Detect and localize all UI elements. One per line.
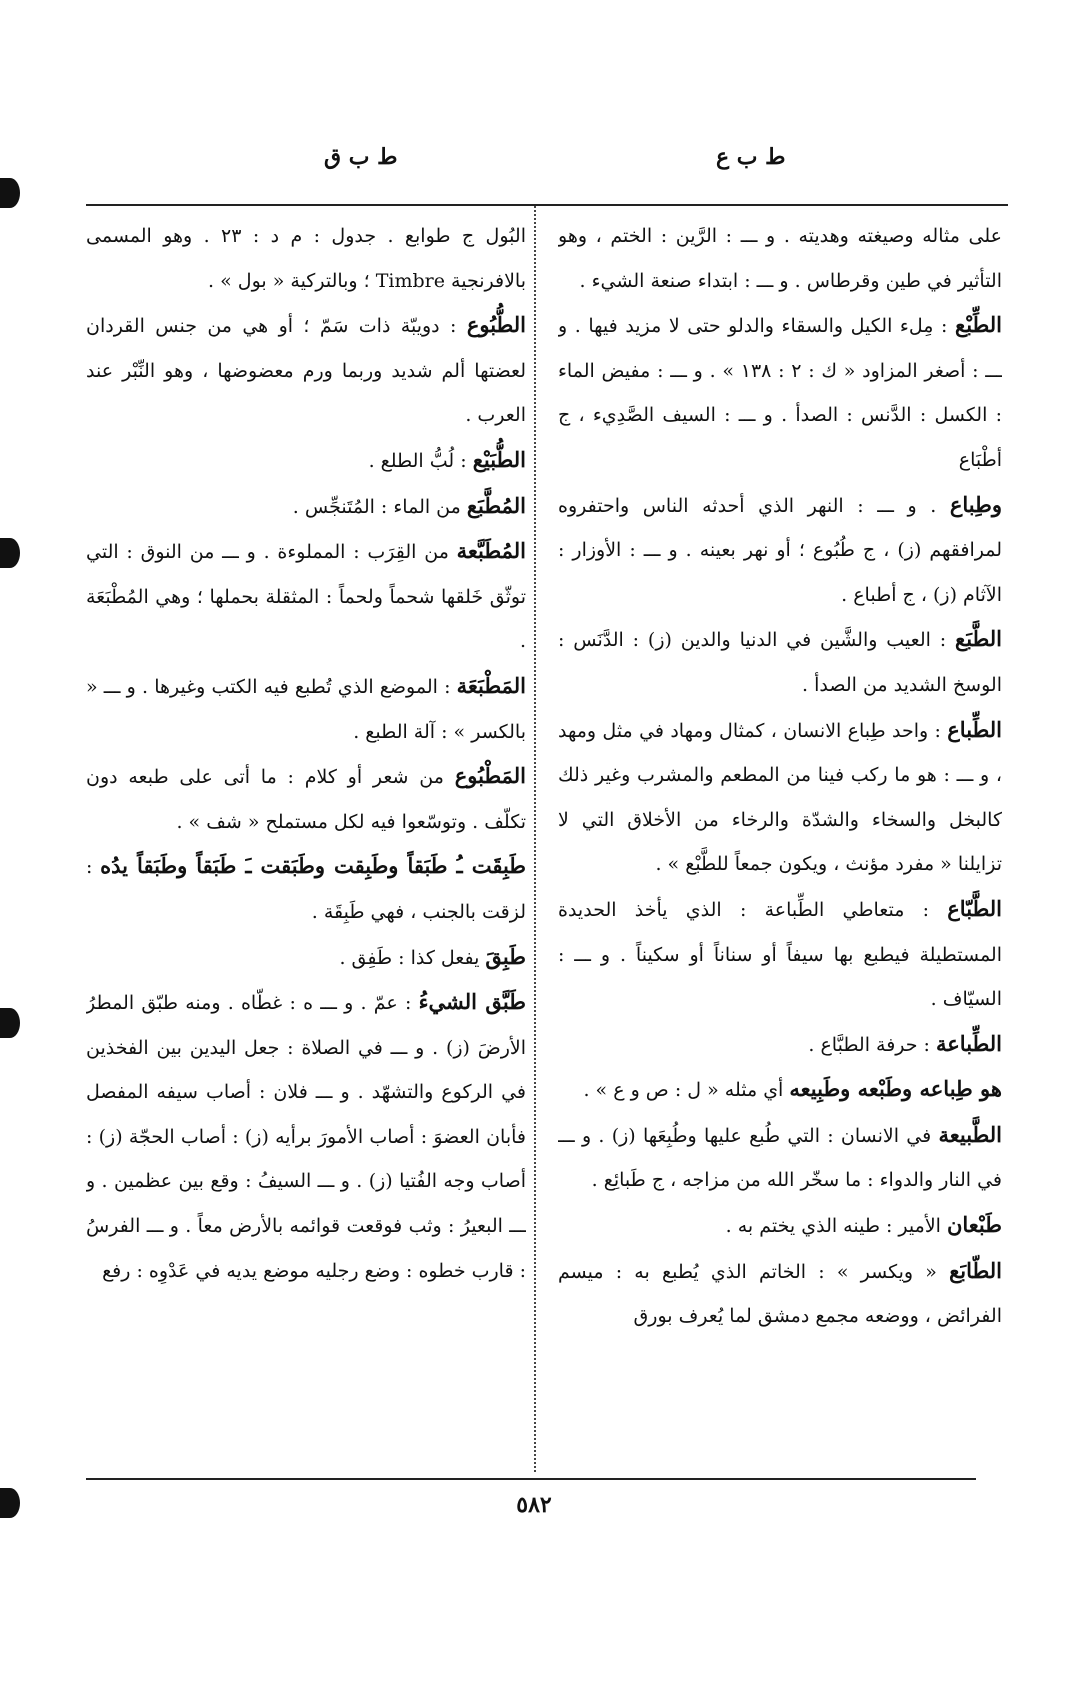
entry-headword: الطِّباع <box>947 716 1002 742</box>
entry-headword: الطَّبّاع <box>947 895 1002 921</box>
scan-edge-mark <box>0 1008 20 1038</box>
entry-headword: الطِّبْع <box>955 312 1002 338</box>
entry-definition: : عمّ . و ـــ ه : غطّاه . ومنه طبّق المطرُ الأرضَ (ز) . و ـــ في الصلاة : جعل اليدين بين الفخذين في الركوع والتشهّد . و ـــ فلان : أصاب سيفه المفصل فأبان العضوَ : أصاب الأمورَ برأيه (ز) : أصاب الحجّة (ز) : أصاب وجه الفُتيا (ز) . و ـــ السيفُ : وقع بين عظمين . و ـــ البعيرُ : وثب فوقعت قوائمه بالأرض معاً . و ـــ الفرسُ : قارب خطوه : وضع رجليه موضع يديه في عَدْوِه : رفع <box>86 992 526 1282</box>
dictionary-entry <box>558 1113 1002 1203</box>
entry-definition: : مِلء الكيل والسقاء والدلو حتى لا مزيد فيها . و ـــ : أصغر المزاود « ك : ٢ : ١٣٨ » . و ـــ : مفيض الماء : الكسل : الدَّنس : الصدأ . و ـــ : السيف الصَّدِيء ، ج أطْبَاع <box>558 315 1002 471</box>
entry-headword: هو طِباعه وطَبْعه وطَبِيعه <box>789 1076 1002 1102</box>
entry-definition: من شعر أو كلام : ما أتى على طبعه دون تكلّف . وتوسّعوا فيه لكل مستملح « شف » . <box>86 766 526 833</box>
header-root-right: ط ب ع <box>716 144 786 170</box>
dictionary-entry <box>86 438 526 484</box>
entry-headword: الطُّبُوع <box>466 312 526 338</box>
dictionary-entry <box>558 708 1002 887</box>
entry-headword: الطِّباعة <box>936 1030 1002 1056</box>
dictionary-entry <box>86 303 526 438</box>
entry-headword: الطَّبَع <box>955 626 1002 652</box>
dictionary-entry <box>86 664 526 754</box>
entry-headword: طَبِقَت ـُ طَبَقاً وطَبِقت وطَبَقت ـَ طَبَقاً وطَبَقاً يدُه <box>100 853 526 879</box>
entry-definition: « ويكسر » : الخاتم الذي يُطبع به : ميسم الفرائض ، ووضعه مجمع دمشق لما يُعرف بورق <box>558 1260 1002 1328</box>
entry-headword: وطِباع <box>949 491 1002 517</box>
entry-definition: : دويبّة ذات سَمّ ؛ أو هي من جنس القردان لعضتها ألم شديد وربما ورم معضوضها ، وهو النِّبْر عند العرب . <box>86 315 526 427</box>
entry-definition: : لزقت بالجنب ، فهي طَبِقَة . <box>86 856 526 923</box>
dictionary-entry <box>558 1203 1002 1249</box>
dictionary-entry <box>558 887 1002 1022</box>
entry-headword: المُطَّبَع <box>466 492 526 518</box>
dictionary-entry <box>558 617 1002 707</box>
entry-definition: في الانسان : التي طُبع عليها وطُبِعَها (ز) . و ـــ في النار والدواء : ما سخّر الله من مزاجه ، ج طَبائِع . <box>558 1124 1002 1192</box>
dictionary-entry <box>558 303 1002 482</box>
header-root-left: ط ب ق <box>324 144 398 170</box>
entry-definition: البُول ج طوابع . جدول : م د : ٢٣ . وهو المسمى بالافرنجية Timbre ؛ وبالتركية « بول » . <box>86 225 526 292</box>
entry-headword: طَبْعان <box>946 1212 1002 1238</box>
entry-definition: . و ـــ : النهر الذي أحدثه الناس واحتفروه لمرافقهم (ز) ، ج طُبُوع ؛ أو نهر بعينه . و ـــ : الأوزار : الآثام (ز) ، ج أطباع . <box>558 494 1002 606</box>
entry-definition: : واحد طِباع الانسان ، كمثال ومهاد في مثل ومهد ، و ـــ : هو ما ركب فينا من المطعم والمشرب وغير ذلك كالبخل والسخاء والشدّة والرخاء من الأخلاق التي لا تزايلنا « مفرد مؤنث ، ويكون جمعاً للطَّبْع » . <box>558 719 1002 876</box>
entry-definition: الأمير : طينه الذي يختم به . <box>725 1215 941 1238</box>
dictionary-entry <box>86 484 526 530</box>
entry-definition: : متعاطي الطِّباعة : الذي يأخذ الحديدة المستطيلة فيطبع بها سيفاً أو سناناً أو سكيناً . و ـــ : السيّاف . <box>558 898 1002 1011</box>
header-rule <box>86 204 1008 206</box>
dictionary-entry <box>558 1067 1002 1113</box>
entry-definition: : الموضع الذي تُطبع فيه الكتب وغيرها . و ـــ « بالكسر » : آلة الطبع . <box>86 675 526 743</box>
dictionary-entry <box>558 214 1002 303</box>
footer-rule <box>86 1478 976 1480</box>
entry-headword: المُطَبَّعة <box>456 538 526 564</box>
entry-definition: على مثاله وصيغته وهديته . و ـــ : الرَّين : الختم ، وهو التأثير في طين وقرطاس . و ـــ : ابتداء صنعة الشيء . <box>558 225 1002 292</box>
dictionary-entry <box>558 1022 1002 1068</box>
entry-definition: يفعل كذا : طَفِق . <box>339 946 480 969</box>
entry-headword: الطُّبَيْع <box>472 446 526 472</box>
page-number: ٥٨٢ <box>516 1492 552 1518</box>
dictionary-entry <box>86 980 526 1293</box>
entry-headword: طَبَّق الشيءُ <box>418 989 526 1015</box>
entry-definition: : حرفة الطبَّاع . <box>808 1033 930 1056</box>
dictionary-entry <box>86 754 526 844</box>
entry-headword: الطَّبيعة <box>938 1121 1002 1147</box>
dictionary-entry <box>558 1249 1002 1339</box>
dictionary-entry <box>86 529 526 664</box>
scan-edge-mark <box>0 538 20 568</box>
scan-edge-mark <box>0 178 20 208</box>
entry-headword: طَبِقَ <box>485 943 526 969</box>
entry-definition: من القِرَب : المملوءة . و ـــ من النوق : التي توثّق خَلقها شحماً ولحماً : المثقلة بحملها ؛ وهي المُطْبَعَة . <box>86 541 526 653</box>
entry-definition: : لُبُّ الطلع . <box>368 449 467 472</box>
right-column <box>558 214 1002 1470</box>
entry-definition: أي مثله « ل : ص و ع » . <box>583 1079 784 1102</box>
entry-definition: : العيب والشَّين في الدنيا والدين (ز) : الدَّنَس : الوسخ الشديد من الصدأ . <box>558 629 1002 696</box>
entry-headword: المَطْبَعَة <box>456 672 526 698</box>
entry-headword: الطّابَع <box>949 1257 1002 1283</box>
left-column <box>86 214 526 1470</box>
dictionary-entry <box>86 935 526 981</box>
entry-definition: من الماء : المُتَنجِّس . <box>292 495 461 518</box>
column-divider <box>534 206 536 1472</box>
dictionary-entry <box>86 214 526 303</box>
dictionary-entry <box>86 844 526 934</box>
dictionary-entry <box>558 483 1002 618</box>
entry-headword: المَطْبُوع <box>454 763 526 789</box>
